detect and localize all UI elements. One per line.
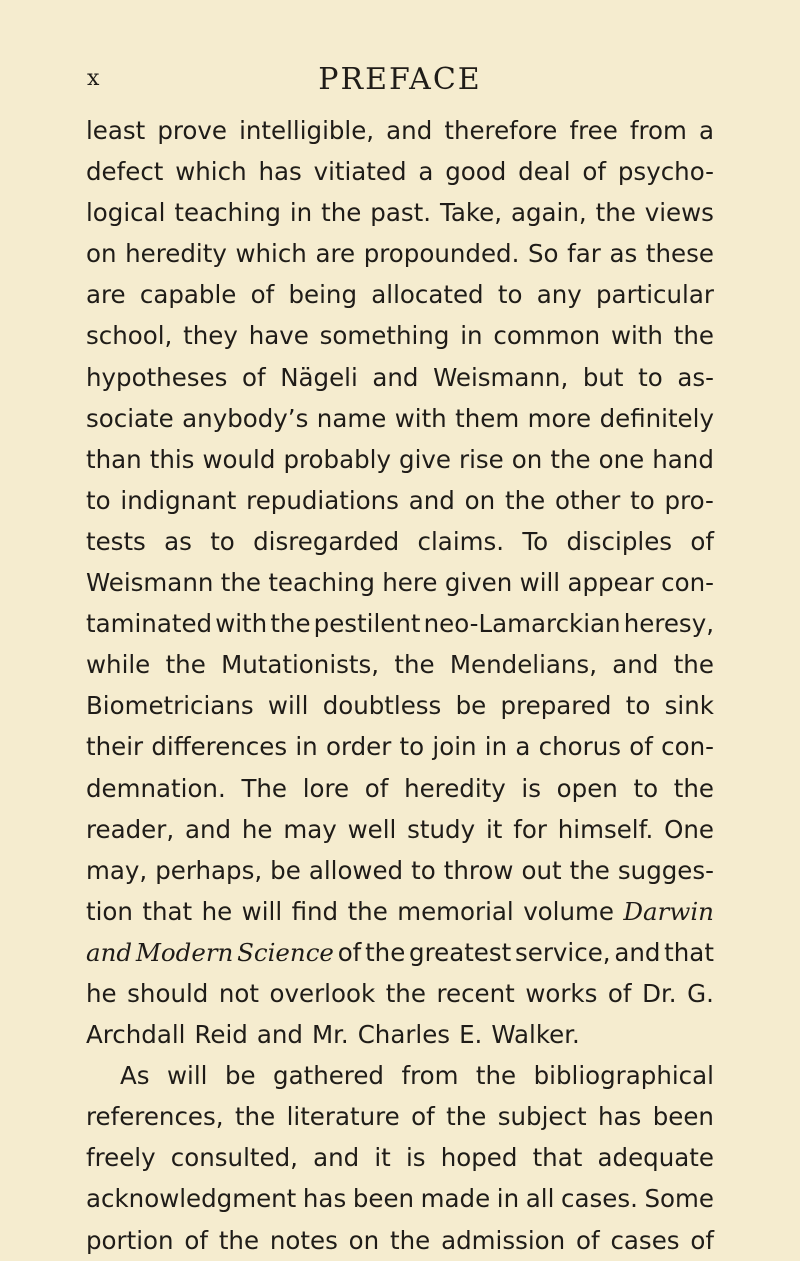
word: Walker. bbox=[491, 1020, 580, 1050]
word: given bbox=[444, 568, 513, 598]
word: common bbox=[493, 321, 601, 351]
word: heredity bbox=[404, 773, 506, 803]
word: particular bbox=[596, 280, 714, 310]
word: views bbox=[644, 198, 714, 228]
text-line bbox=[86, 439, 714, 480]
word: and bbox=[408, 485, 455, 515]
word: to bbox=[210, 526, 235, 556]
word: definitely bbox=[599, 403, 714, 433]
word: their bbox=[86, 732, 144, 762]
word: which bbox=[175, 157, 247, 187]
word: give bbox=[399, 444, 451, 474]
word: may bbox=[283, 814, 337, 844]
text-line bbox=[86, 768, 714, 809]
word: to bbox=[411, 855, 436, 885]
word: sociate bbox=[86, 403, 174, 433]
word: he bbox=[201, 896, 233, 926]
word: of bbox=[690, 526, 714, 556]
text-line bbox=[86, 1220, 714, 1261]
word: indignant bbox=[120, 485, 237, 515]
word: the bbox=[504, 485, 546, 515]
word: well bbox=[347, 814, 397, 844]
text-line bbox=[86, 274, 714, 315]
word: of bbox=[337, 937, 362, 967]
word: school, bbox=[86, 321, 173, 351]
word: them bbox=[455, 403, 520, 433]
word: be bbox=[224, 1061, 256, 1091]
word: open bbox=[556, 773, 618, 803]
word: vitiated bbox=[313, 157, 407, 187]
word: sugges- bbox=[617, 855, 714, 885]
text-line bbox=[86, 644, 714, 685]
word: of bbox=[629, 732, 653, 762]
word: has bbox=[597, 1102, 642, 1132]
word: the bbox=[595, 198, 636, 228]
word: one bbox=[598, 444, 645, 474]
text-line bbox=[86, 192, 714, 233]
word: Science bbox=[237, 937, 334, 967]
word: cases. bbox=[561, 1184, 638, 1214]
word: on bbox=[348, 1225, 380, 1255]
word: the bbox=[234, 1102, 276, 1132]
word: Darwin bbox=[623, 896, 714, 926]
word: perhaps, bbox=[155, 855, 263, 885]
word: Archdall bbox=[86, 1020, 186, 1050]
word: appear bbox=[567, 568, 654, 598]
word: he bbox=[241, 814, 273, 844]
word: doubtless bbox=[322, 691, 442, 721]
running-header bbox=[0, 62, 800, 102]
word: works bbox=[525, 978, 598, 1008]
word: the bbox=[390, 1225, 431, 1255]
word: while bbox=[86, 650, 151, 680]
word: Nägeli bbox=[280, 362, 358, 392]
word: adequate bbox=[597, 1143, 714, 1173]
word: hoped bbox=[440, 1143, 518, 1173]
word: claims. bbox=[417, 526, 505, 556]
text-line bbox=[86, 398, 714, 439]
word: To bbox=[522, 526, 549, 556]
word: more bbox=[527, 403, 592, 433]
word: and bbox=[614, 937, 661, 967]
word: chorus bbox=[538, 732, 622, 762]
word: Mr. bbox=[311, 1020, 349, 1050]
word: in bbox=[295, 732, 318, 762]
text-line bbox=[86, 932, 714, 973]
word: any bbox=[536, 280, 582, 310]
word: the bbox=[394, 650, 435, 680]
word: study bbox=[407, 814, 476, 844]
word: to bbox=[86, 485, 111, 515]
text-line bbox=[86, 973, 714, 1014]
word: Modern bbox=[135, 937, 234, 967]
word: One bbox=[664, 814, 714, 844]
word: but bbox=[582, 362, 624, 392]
word: and bbox=[372, 362, 419, 392]
word: of bbox=[690, 1225, 714, 1255]
word: con- bbox=[661, 732, 714, 762]
word: Weismann bbox=[86, 568, 214, 598]
word: a bbox=[515, 732, 531, 762]
word: of bbox=[411, 1102, 435, 1132]
word: psycho- bbox=[617, 157, 714, 187]
word: allocated bbox=[371, 280, 484, 310]
word: Biometricians bbox=[86, 691, 254, 721]
text-line bbox=[86, 233, 714, 274]
text-line bbox=[86, 809, 714, 850]
word: the bbox=[673, 321, 714, 351]
text-line bbox=[86, 562, 714, 603]
word: a bbox=[698, 116, 714, 145]
word: and bbox=[386, 116, 433, 145]
running-title: PREFACE bbox=[318, 62, 482, 97]
text-line bbox=[86, 151, 714, 192]
word: the bbox=[569, 855, 610, 885]
word: will bbox=[267, 691, 309, 721]
word: these bbox=[645, 239, 714, 269]
word: to bbox=[633, 773, 659, 803]
word: other bbox=[555, 485, 621, 515]
word: the bbox=[673, 773, 714, 803]
word: taminated bbox=[86, 609, 213, 639]
word: prepared bbox=[500, 691, 612, 721]
word: are bbox=[86, 280, 126, 310]
word: sink bbox=[664, 691, 714, 721]
word: again, bbox=[510, 198, 587, 228]
word: will bbox=[167, 1061, 208, 1091]
text-line bbox=[86, 1178, 714, 1219]
word: volume bbox=[523, 896, 614, 926]
word: demnation. bbox=[86, 773, 226, 803]
word: and bbox=[612, 650, 659, 680]
word: As bbox=[120, 1061, 150, 1091]
word: which bbox=[235, 239, 307, 269]
word: The bbox=[241, 773, 288, 803]
word: to bbox=[497, 280, 523, 310]
word: G. bbox=[687, 978, 714, 1008]
word: the bbox=[673, 650, 714, 680]
word: probably bbox=[283, 444, 391, 474]
word: something bbox=[319, 321, 450, 351]
word: therefore bbox=[444, 116, 558, 145]
word: gathered bbox=[273, 1061, 384, 1091]
word: portion bbox=[86, 1225, 174, 1255]
word: to bbox=[625, 691, 651, 721]
word: that bbox=[142, 896, 193, 926]
word: Mendelians, bbox=[449, 650, 597, 680]
word: the bbox=[385, 978, 426, 1008]
word: free bbox=[569, 116, 618, 145]
word: as bbox=[609, 239, 638, 269]
word: freely bbox=[86, 1143, 156, 1173]
word: the bbox=[365, 937, 406, 967]
word: cases bbox=[610, 1225, 680, 1255]
word: repudiations bbox=[246, 485, 399, 515]
word: this bbox=[149, 444, 195, 474]
word: good bbox=[445, 157, 507, 187]
word: will bbox=[241, 896, 283, 926]
word: join bbox=[432, 732, 477, 762]
word: lore bbox=[302, 773, 350, 803]
word: all bbox=[525, 1184, 555, 1214]
word: has bbox=[258, 157, 302, 187]
word: been bbox=[652, 1102, 714, 1132]
word: with bbox=[215, 609, 268, 639]
word: been bbox=[352, 1184, 415, 1214]
word: as bbox=[164, 526, 192, 556]
word: not bbox=[218, 978, 259, 1008]
word: should bbox=[127, 978, 209, 1008]
word: Take, bbox=[439, 198, 503, 228]
word: of bbox=[250, 280, 275, 310]
word: references, bbox=[86, 1102, 224, 1132]
word: propounded. bbox=[363, 239, 520, 269]
word: con- bbox=[661, 568, 714, 598]
word: be bbox=[455, 691, 487, 721]
word: himself. bbox=[557, 814, 654, 844]
word: that bbox=[532, 1143, 583, 1173]
word: anybody’s bbox=[182, 403, 309, 433]
word: the bbox=[347, 896, 388, 926]
word: that bbox=[664, 937, 714, 967]
word: order bbox=[325, 732, 392, 762]
word: prove bbox=[157, 116, 227, 145]
word: memorial bbox=[397, 896, 514, 926]
word: Reid bbox=[194, 1020, 248, 1050]
word: heresy, bbox=[623, 609, 714, 639]
word: Charles bbox=[357, 1020, 451, 1050]
word: have bbox=[248, 321, 309, 351]
text-line bbox=[86, 850, 714, 891]
word: bibliographical bbox=[533, 1061, 714, 1091]
word: heredity bbox=[125, 239, 227, 269]
word: admission bbox=[441, 1225, 566, 1255]
word: the bbox=[165, 650, 206, 680]
word: may, bbox=[86, 855, 148, 885]
word: throw bbox=[443, 855, 514, 885]
word: disregarded bbox=[253, 526, 400, 556]
word: E. bbox=[459, 1020, 483, 1050]
word: service, bbox=[515, 937, 611, 967]
word: out bbox=[521, 855, 562, 885]
word: recent bbox=[436, 978, 515, 1008]
word: overlook bbox=[269, 978, 376, 1008]
word: than bbox=[86, 444, 142, 474]
word: on bbox=[464, 485, 496, 515]
text-line bbox=[86, 315, 714, 356]
text-line bbox=[86, 603, 714, 644]
word: far bbox=[567, 239, 601, 269]
word: made bbox=[420, 1184, 491, 1214]
word: to bbox=[638, 362, 663, 392]
page-number: x bbox=[87, 66, 101, 91]
word: intelligible, bbox=[239, 116, 375, 145]
word: has bbox=[302, 1184, 347, 1214]
body-text bbox=[86, 110, 714, 1261]
word: hypotheses bbox=[86, 362, 228, 392]
word: of bbox=[184, 1225, 208, 1255]
word: the bbox=[550, 444, 591, 474]
word: the bbox=[270, 609, 311, 639]
word: in bbox=[496, 1184, 520, 1214]
text-line bbox=[86, 1014, 714, 1055]
word: pestilent bbox=[313, 609, 421, 639]
word: from bbox=[401, 1061, 459, 1091]
word: tion bbox=[86, 896, 133, 926]
word: with bbox=[610, 321, 663, 351]
word: find bbox=[291, 896, 339, 926]
text-line bbox=[86, 685, 714, 726]
word: defect bbox=[86, 157, 164, 187]
word: in bbox=[289, 198, 313, 228]
text-line bbox=[86, 891, 714, 932]
word: rise bbox=[459, 444, 504, 474]
word: greatest bbox=[409, 937, 512, 967]
word: differences bbox=[151, 732, 288, 762]
word: in bbox=[460, 321, 483, 351]
word: and bbox=[256, 1020, 303, 1050]
word: is bbox=[405, 1143, 426, 1173]
word: the bbox=[220, 568, 261, 598]
paragraph bbox=[86, 110, 714, 1055]
word: neo-Lamarckian bbox=[423, 609, 621, 639]
word: a bbox=[418, 157, 434, 187]
word: subject bbox=[497, 1102, 587, 1132]
word: of bbox=[576, 1225, 600, 1255]
text-line bbox=[86, 1137, 714, 1178]
word: is bbox=[521, 773, 541, 803]
word: logical bbox=[86, 198, 166, 228]
word: will bbox=[519, 568, 561, 598]
word: of bbox=[582, 157, 607, 187]
word: of bbox=[241, 362, 266, 392]
word: for bbox=[513, 814, 547, 844]
word: are bbox=[315, 239, 356, 269]
word: pro- bbox=[664, 485, 714, 515]
word: with bbox=[394, 403, 447, 433]
text-line bbox=[86, 110, 714, 151]
word: past. bbox=[370, 198, 432, 228]
text-line bbox=[86, 726, 714, 767]
word: literature bbox=[286, 1102, 400, 1132]
word: Mutationists, bbox=[221, 650, 380, 680]
word: deal bbox=[518, 157, 571, 187]
word: reader, bbox=[86, 814, 175, 844]
word: and bbox=[313, 1143, 360, 1173]
word: Weismann, bbox=[433, 362, 569, 392]
word: hand bbox=[652, 444, 714, 474]
word: being bbox=[288, 280, 357, 310]
text-line bbox=[86, 480, 714, 521]
word: allowed bbox=[308, 855, 404, 885]
word: teaching bbox=[268, 568, 375, 598]
word: on bbox=[86, 239, 117, 269]
word: as- bbox=[677, 362, 714, 392]
word: be bbox=[270, 855, 301, 885]
word: name bbox=[316, 403, 387, 433]
word: he bbox=[86, 978, 117, 1008]
word: of bbox=[607, 978, 632, 1008]
word: from bbox=[629, 116, 687, 145]
text-line bbox=[86, 1055, 714, 1096]
word: the bbox=[218, 1225, 260, 1255]
word: the bbox=[446, 1102, 487, 1132]
word: Dr. bbox=[642, 978, 677, 1008]
word: disciples bbox=[566, 526, 673, 556]
word: it bbox=[374, 1143, 391, 1173]
word: to bbox=[399, 732, 425, 762]
word: least bbox=[86, 116, 146, 145]
word: to bbox=[630, 485, 655, 515]
text-line bbox=[86, 357, 714, 398]
word: in bbox=[484, 732, 508, 762]
word: it bbox=[485, 814, 503, 844]
word: the bbox=[321, 198, 362, 228]
text-line bbox=[86, 1096, 714, 1137]
word: capable bbox=[139, 280, 237, 310]
text-line bbox=[86, 521, 714, 562]
word: acknowledgment bbox=[86, 1184, 297, 1214]
word: here bbox=[382, 568, 438, 598]
word: they bbox=[183, 321, 238, 351]
paragraph bbox=[86, 1055, 714, 1260]
word: on bbox=[511, 444, 543, 474]
word: Some bbox=[644, 1184, 714, 1214]
word: teaching bbox=[174, 198, 281, 228]
word: tests bbox=[86, 526, 146, 556]
word: would bbox=[202, 444, 276, 474]
word: and bbox=[184, 814, 232, 844]
word: So bbox=[527, 239, 559, 269]
word: notes bbox=[269, 1225, 338, 1255]
word: of bbox=[364, 773, 389, 803]
word: consulted, bbox=[170, 1143, 298, 1173]
word: the bbox=[475, 1061, 517, 1091]
word: and bbox=[86, 937, 133, 967]
